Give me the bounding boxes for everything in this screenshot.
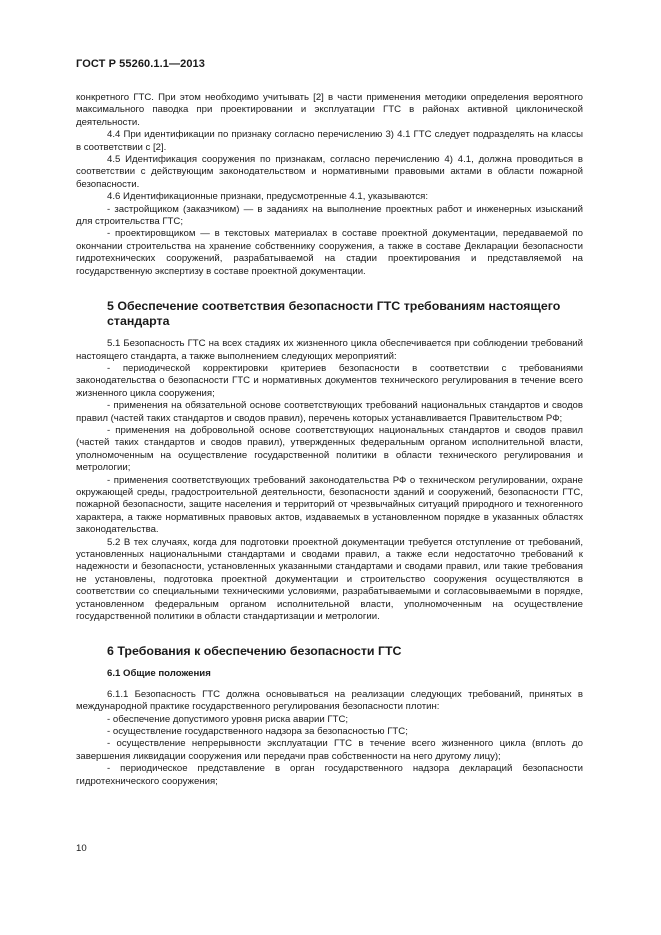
- clause-4-4: 4.4 При идентификации по признаку согласно перечислению 3) 4.1 ГТС следует подразделять на классы в соответствии с [2].: [76, 129, 583, 153]
- list-item: - периодической корректировки критериев безопасности в соответствии с требованиями законодательства о безопасности ГТС и нормативных документов технического регулирования в течение всего жизненного цикла сооружения;: [76, 362, 583, 399]
- list-item: - обеспечение допустимого уровня риска аварии ГТС;: [107, 713, 349, 725]
- document-code-header: ГОСТ Р 55260.1.1—2013: [76, 58, 205, 70]
- list-item: - осуществление непрерывности эксплуатации ГТС в течение всего жизненного цикла (вплоть до завершения ликвидации сооружения или передачи прав собственности на него другому лицу);: [76, 738, 583, 762]
- list-item: - применения соответствующих требований законодательства РФ о техническом регулировании, охране окружающей среды, градостроительной деятельности, безопасности зданий и сооружений, безопасности ГТС, пожарной безопасности, защите населения и территорий от чрезвычайных ситуаций природного и техногенного характера, а также нормативных правовых актов, издаваемых в установленном порядке в указанных областях законодательства.: [76, 474, 583, 536]
- clause-4-5: 4.5 Идентификация сооружения по признакам, согласно перечислению 4) 4.1, должна проводиться в соответствии с действующим законодательством и нормативными правовыми актами в области пожарной безопасности.: [76, 154, 583, 190]
- list-item: - проектировщиком — в текстовых материалах в составе проектной документации, передаваемой по окончании строительства на хранение собственнику сооружения, а также в составе Декларации безопасности гидротехнических сооружений, разрабатываемой на стадии проектирования и представляемой на государственную экспертизу в составе проектной документации.: [76, 228, 583, 277]
- section-5-heading: 5 Обеспечение соответствия безопасности ГТС требованиям настоящего стандарта: [107, 299, 561, 329]
- clause-5-1: 5.1 Безопасность ГТС на всех стадиях их жизненного цикла обеспечивается при соблюдении требований настоящего стандарта, а также выполнением следующих мероприятий:: [76, 338, 583, 362]
- clause-4-6: 4.6 Идентификационные признаки, предусмотренные 4.1, указываются:: [107, 191, 429, 203]
- clause-6-1-1: 6.1.1 Безопасность ГТС должна основываться на реализации следующих требований, принятых в международной практике государственного регулирования безопасности плотин:: [76, 688, 583, 713]
- list-item: - применения на обязательной основе соответствующих требований национальных стандартов и сводов правил (частей таких стандартов и сводов правил), перечень которых устанавливается Правительством РФ;: [76, 400, 583, 424]
- document-body: [76, 92, 583, 788]
- section-6-heading: 6 Требования к обеспечению безопасности ГТС: [107, 644, 402, 659]
- clause-5-2: 5.2 В тех случаях, когда для подготовки проектной документации требуется отступление от требований, установленных национальными стандартами и сводами правил, а также если недостаточно требований к надежности и безопасности, установленных указанными стандартами и сводами правил, или такие требования не установлены, подготовка проектной документации и строительство сооружения осуществляются в соответствии со специальными техническими условиями, разрабатываемыми и согласовываемыми в порядке, установленном федеральным органом исполнительной власти, уполномоченным на осуществление государственной политики в области стандартизации и метрологии.: [76, 536, 583, 623]
- list-item: - применения на добровольной основе соответствующих национальных стандартов и сводов правил (частей таких стандартов и сводов правил), утвержденных федеральным органом исполнительной власти, уполномоченным на осуществление государственной политики в области технического регулирования и метрологии;: [76, 424, 583, 474]
- subsection-6-1-heading: 6.1 Общие положения: [107, 668, 211, 680]
- list-item: - осуществление государственного надзора за безопасностью ГТС;: [107, 726, 408, 738]
- paragraph-continuation: конкретного ГТС. При этом необходимо учитывать [2] в части применения методики определения вероятного максимального паводка при проектировании и эксплуатации ГТС в районах активной циклонической деятельности.: [76, 92, 583, 128]
- page-number: 10: [76, 843, 87, 854]
- list-item: - периодическое представление в орган государственного надзора деклараций безопасности гидротехнического сооружения;: [76, 763, 583, 787]
- list-item: - застройщиком (заказчиком) — в заданиях на выполнение проектных работ и инженерных изысканий для строительства ГТС;: [76, 203, 583, 228]
